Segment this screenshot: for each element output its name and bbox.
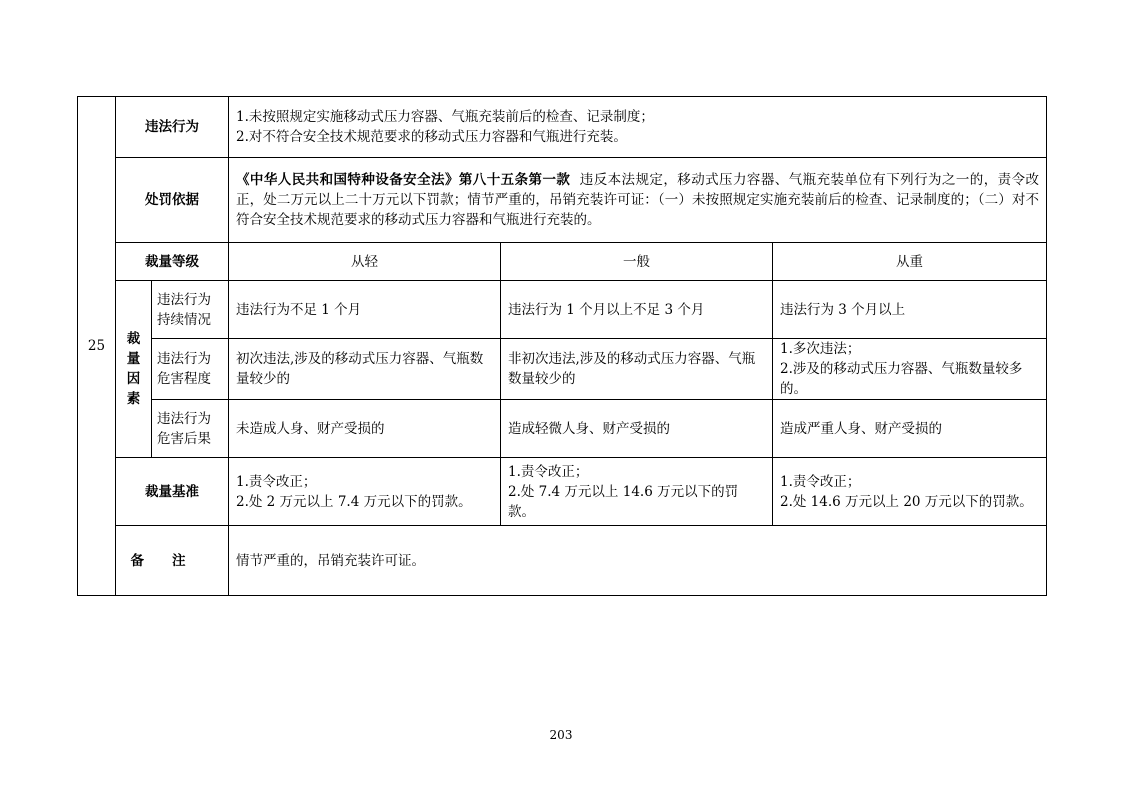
factor-name-line: 违法行为: [157, 291, 211, 308]
violation-line: 2.对不符合安全技术规范要求的移动式压力容器和气瓶进行充装。: [236, 129, 627, 145]
factor-severity-normal: 非初次违法,涉及的移动式压力容器、气瓶数量较少的: [501, 339, 773, 400]
factor-severity-name: [152, 339, 229, 400]
standard-light: [229, 458, 501, 526]
level-normal: 一般: [501, 243, 773, 281]
factor-consequence-normal: 造成轻微人身、财产受损的: [501, 400, 773, 458]
remarks-content: 情节严重的，吊销充装许可证。: [229, 526, 1047, 596]
standard-line: 1.责令改正；: [236, 473, 317, 490]
factors-header: [116, 281, 152, 458]
factor-severity-heavy: [773, 339, 1047, 400]
standard-line: 1.责令改正；: [508, 463, 589, 480]
remarks-header: 备注: [116, 526, 229, 596]
factor-consequence-name: [152, 400, 229, 458]
factor-name-line: 危害程度: [157, 371, 211, 387]
factor-severity-light: 初次违法,涉及的移动式压力容器、气瓶数量较少的: [229, 339, 501, 400]
standard-line: 1.责令改正；: [780, 473, 861, 490]
law-title: 《中华人民共和国特种设备安全法》第八十五条第一款: [236, 172, 571, 188]
standard-line: 2.处 14.6 万元以上 20 万元以下的罚款。: [780, 493, 1033, 510]
factors-header-char: 裁: [126, 331, 141, 347]
levels-header: 裁量等级: [116, 243, 229, 281]
factor-consequence-heavy: 造成严重人身、财产受损的: [773, 400, 1047, 458]
item-number: 25: [78, 97, 116, 596]
factor-name-line: 违法行为: [157, 351, 211, 367]
standard-header: 裁量基准: [116, 458, 229, 526]
standard-line: 2.处 2 万元以上 7.4 万元以下的罚款。: [236, 493, 472, 510]
factor-duration-light: 违法行为不足 1 个月: [229, 281, 501, 339]
page-number: 203: [549, 728, 573, 742]
factors-header-char: 素: [126, 391, 141, 407]
factors-header-char: 量: [126, 351, 141, 367]
factor-name-line: 持续情况: [157, 311, 211, 328]
penalty-basis-content: [229, 158, 1047, 243]
factor-duration-name: [152, 281, 229, 339]
factor-duration-normal: 违法行为 1 个月以上不足 3 个月: [501, 281, 773, 339]
discretion-table: [77, 96, 1047, 596]
heavy-line: 1.多次违法；: [780, 341, 861, 357]
violation-header: 违法行为: [116, 97, 229, 158]
level-light: 从轻: [229, 243, 501, 281]
factor-consequence-light: 未造成人身、财产受损的: [229, 400, 501, 458]
heavy-line: 2.涉及的移动式压力容器、气瓶数量较多的。: [780, 361, 1023, 397]
penalty-basis-header: 处罚依据: [116, 158, 229, 243]
standard-line: 2.处 7.4 万元以上 14.6 万元以下的罚款。: [508, 483, 739, 520]
standard-normal: [501, 458, 773, 526]
standard-heavy: [773, 458, 1047, 526]
level-heavy: 从重: [773, 243, 1047, 281]
violation-content: [229, 97, 1047, 158]
factor-name-line: 违法行为: [157, 410, 211, 427]
violation-line: 1.未按照规定实施移动式压力容器、气瓶充装前后的检查、记录制度；: [236, 109, 654, 125]
factor-name-line: 危害后果: [157, 430, 211, 447]
law-text: 违反本法规定，移动式压力容器、气瓶充装单位有下列行为之一的，责令改正，处二万元以上二十万元以下罚款；情节严重的，吊销充装许可证：（一）未按照规定实施充装前后的检查、记录制度的；（二）对不符合安全技术规范要求的移动式压力容器和气瓶进行充装的。: [236, 172, 1040, 228]
factors-header-char: 因: [126, 371, 141, 387]
factor-duration-heavy: 违法行为 3 个月以上: [773, 281, 1047, 339]
